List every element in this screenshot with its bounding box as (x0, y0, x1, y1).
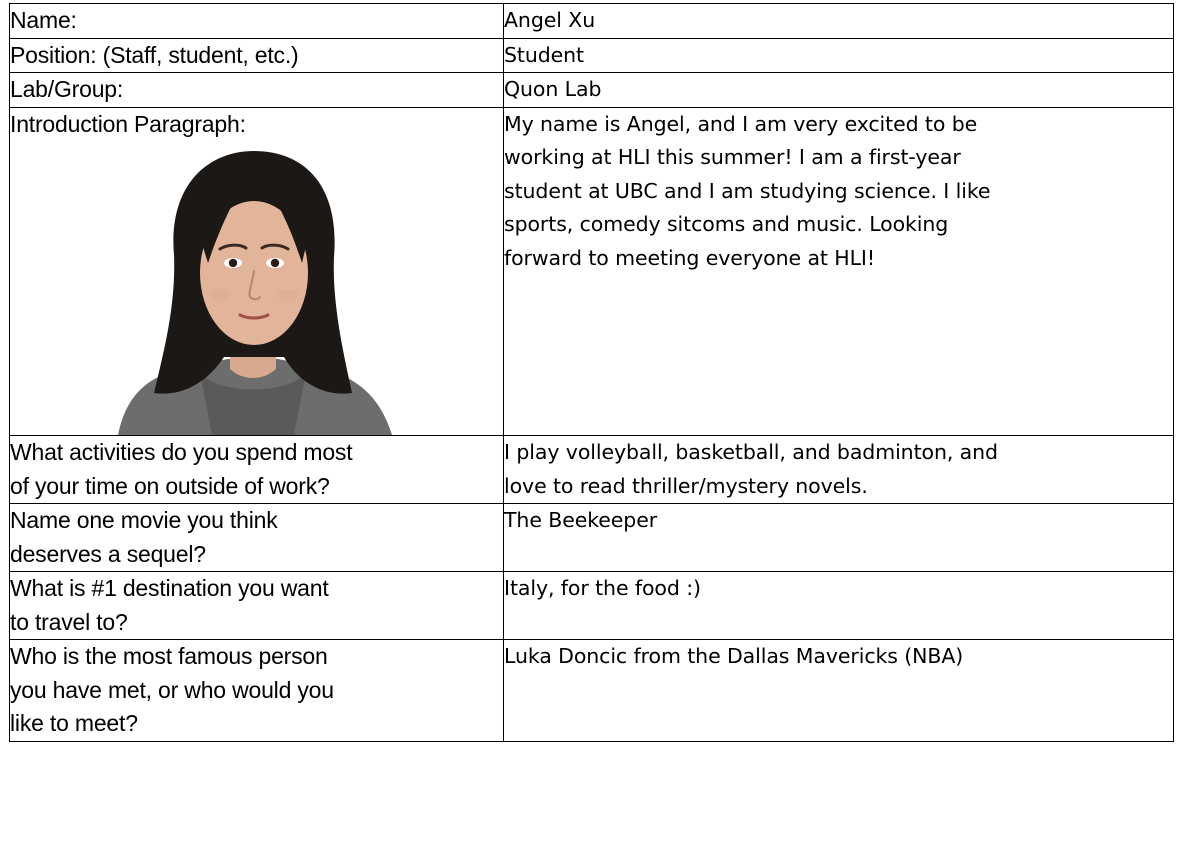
portrait-photo (108, 145, 398, 435)
table-row-position (10, 38, 1174, 73)
answer-cell (504, 640, 1174, 742)
answer-cell (504, 436, 1174, 504)
question-cell (10, 38, 504, 73)
table-row-introduction (10, 107, 1174, 436)
answer-line: student at UBC and I am studying science. I like (504, 178, 991, 203)
question-line: Name one movie you think (10, 507, 278, 533)
question-cell (10, 107, 504, 436)
question-cell (10, 436, 504, 504)
answer-line: love to read thriller/mystery novels. (504, 473, 868, 498)
profile-table (9, 3, 1174, 742)
question-cell (10, 640, 504, 742)
question-line: What is #1 destination you want (10, 575, 329, 601)
table-row-movie (10, 504, 1174, 572)
answer-line: The Beekeeper (504, 508, 658, 532)
question-label: Name: (10, 7, 77, 33)
question-label: Lab/Group: (10, 76, 124, 102)
question-line: What activities do you spend most (10, 439, 353, 465)
question-label: Position: (Staff, student, etc.) (10, 41, 299, 68)
answer-cell (504, 73, 1174, 108)
question-cell (10, 504, 504, 572)
answer-cell (504, 38, 1174, 73)
question-line: to travel to? (10, 608, 128, 635)
answer-line: forward to meeting everyone at HLI! (504, 245, 875, 270)
answer-cell (504, 107, 1174, 436)
answer-line: Italy, for the food :) (504, 576, 701, 600)
question-cell (10, 572, 504, 640)
question-cell (10, 4, 504, 39)
answer-line: Luka Doncic from the Dallas Mavericks (NBA) (504, 644, 964, 668)
question-line: deserves a sequel? (10, 540, 206, 567)
answer-text: Quon Lab (504, 77, 602, 101)
table-row-famous-person (10, 640, 1174, 742)
answer-line: sports, comedy sitcoms and music. Looking (504, 212, 949, 236)
answer-line: My name is Angel, and I am very excited to be (504, 111, 978, 136)
question-line: Who is the most famous person (10, 643, 328, 669)
table-row-destination (10, 572, 1174, 640)
answer-cell (504, 572, 1174, 640)
answer-text: Student (504, 42, 584, 67)
table-row-activities (10, 436, 1174, 504)
question-cell (10, 73, 504, 108)
table-row-name (10, 4, 1174, 39)
answer-text: Angel Xu (504, 8, 596, 32)
question-line: you have met, or who would you (10, 676, 334, 703)
answer-cell (504, 4, 1174, 39)
question-line: like to meet? (10, 710, 138, 736)
table-row-lab (10, 73, 1174, 108)
answer-line: I play volleyball, basketball, and badminton, and (504, 440, 998, 464)
answer-line: working at HLI this summer! I am a first-year (504, 145, 961, 169)
question-line: of your time on outside of work? (10, 472, 330, 499)
answer-cell (504, 504, 1174, 572)
question-label: Introduction Paragraph: (10, 110, 246, 137)
